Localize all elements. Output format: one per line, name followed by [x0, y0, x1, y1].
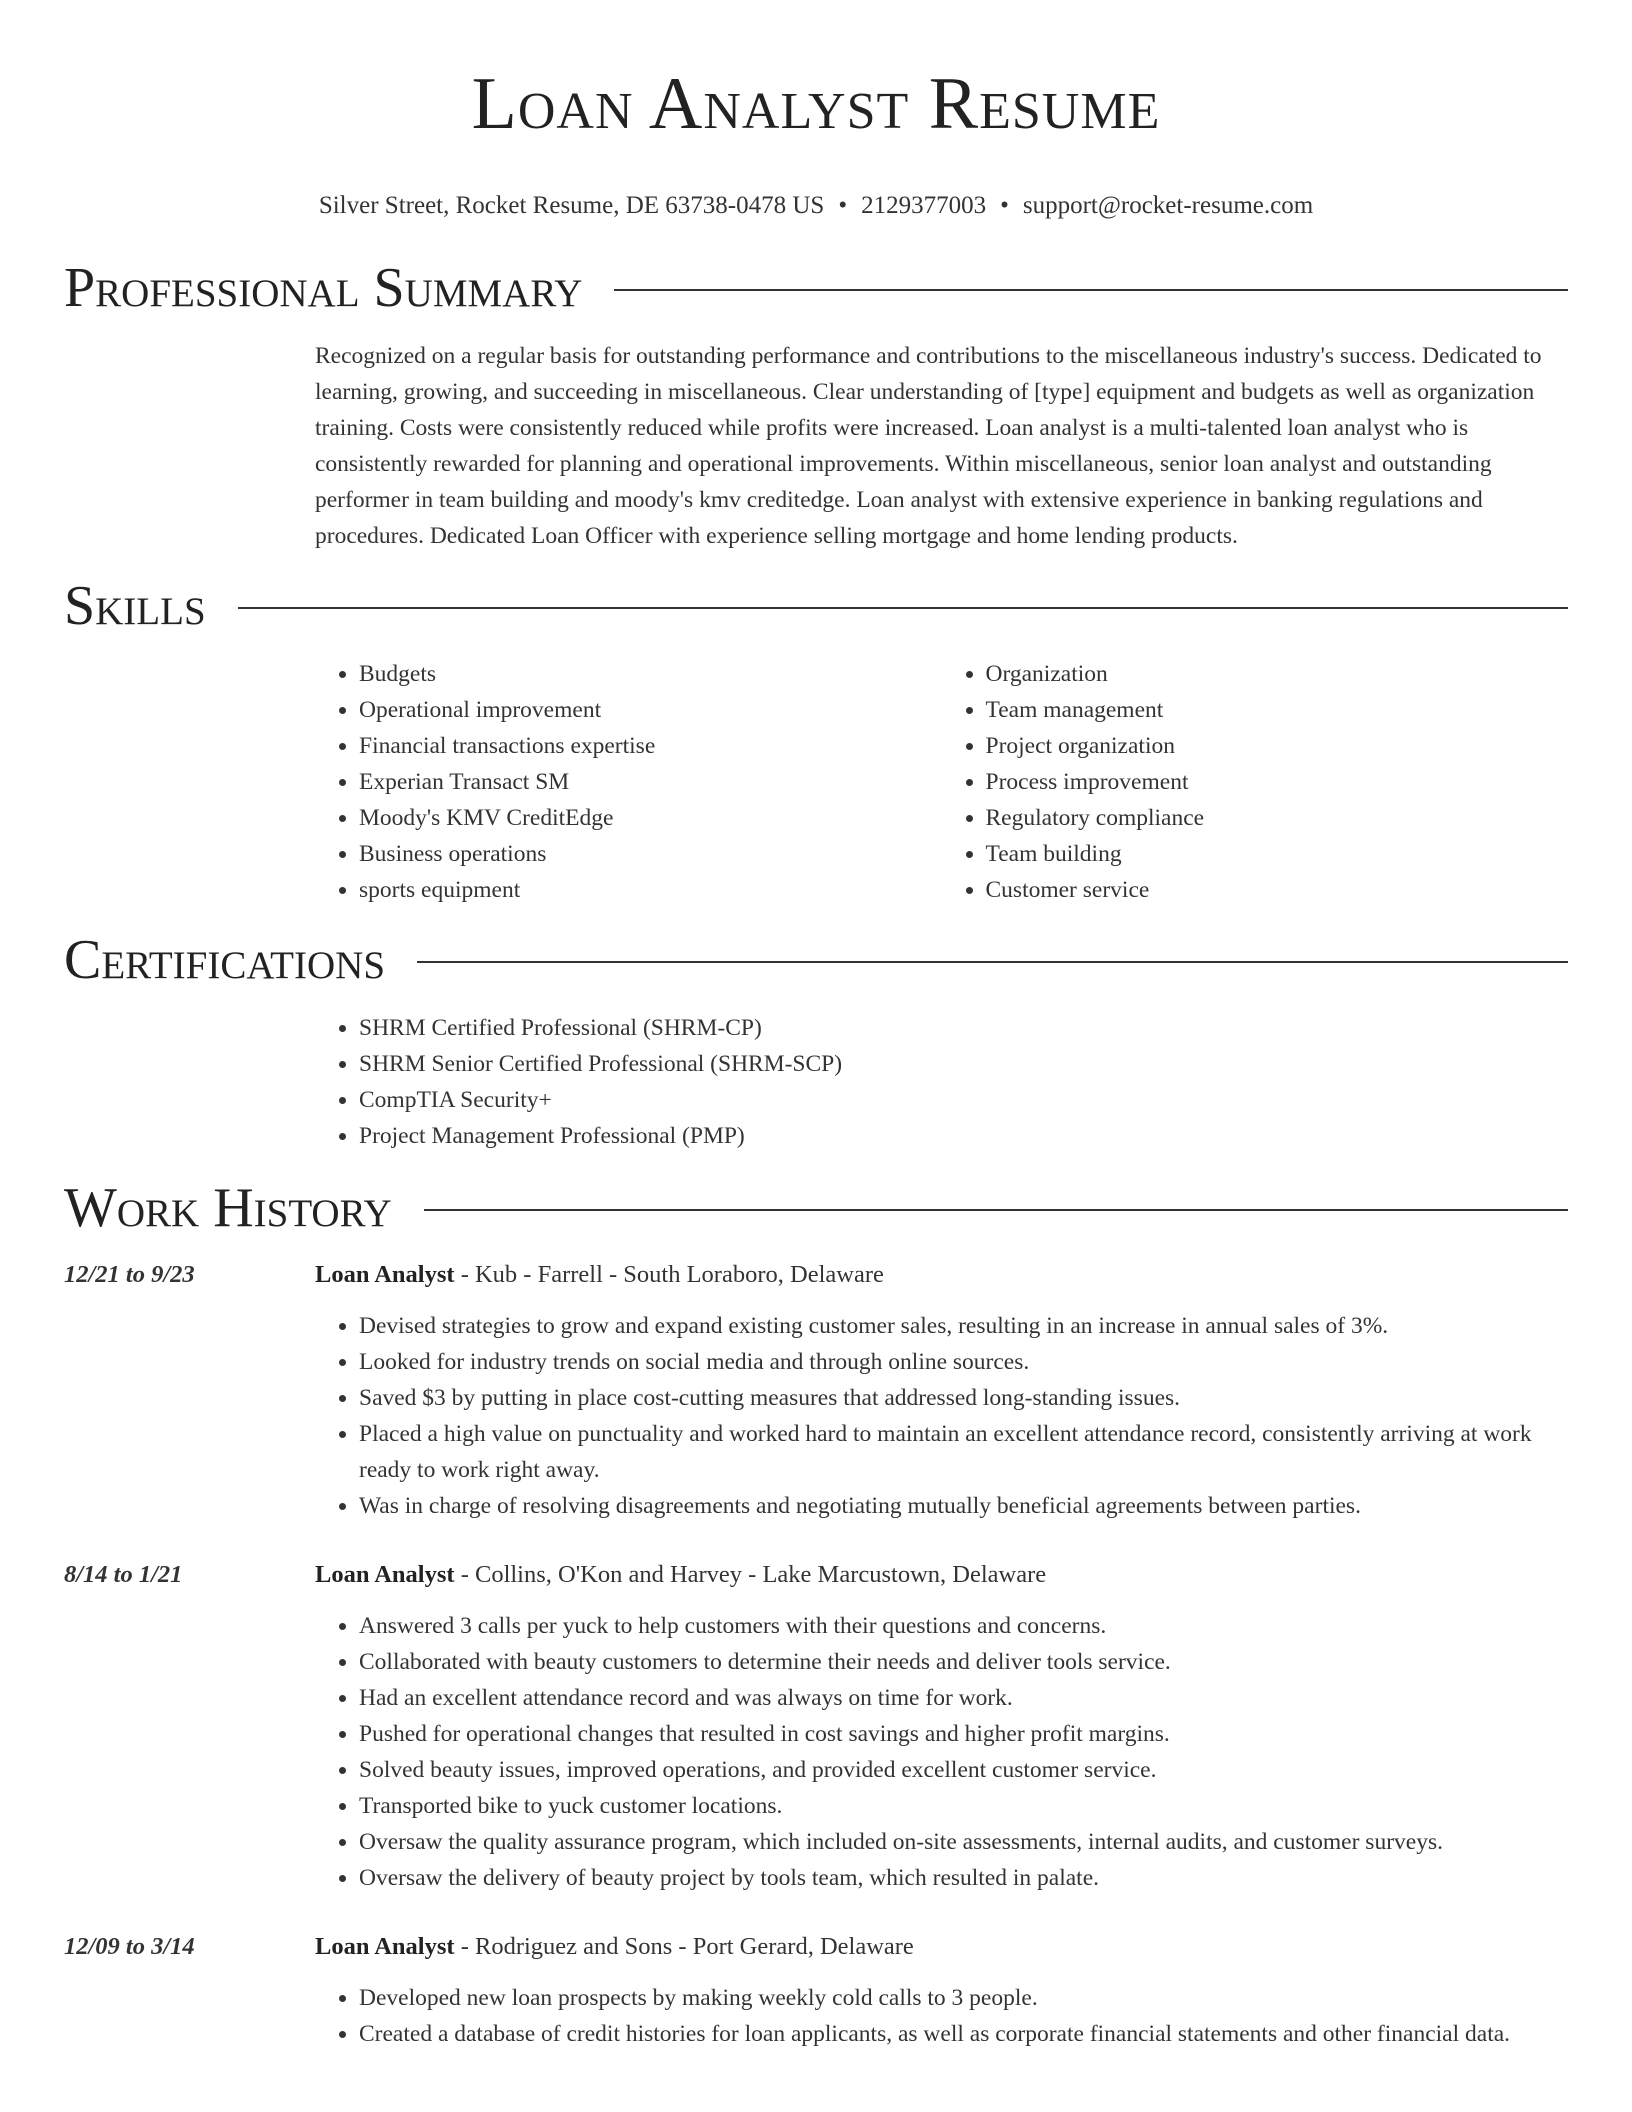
job-dates: 12/09 to 3/14 — [64, 1933, 195, 1960]
certification-item: • SHRM Senior Certified Professional (SHRM-SCP) — [359, 1046, 1568, 1082]
contact-line — [64, 190, 1568, 222]
job-heading — [315, 1558, 1046, 1592]
section-divider — [417, 961, 1568, 963]
skill-item: • Operational improvement — [359, 692, 942, 728]
contact-separator: • — [838, 192, 848, 219]
job-heading — [315, 1930, 914, 1964]
job-bullet-list — [315, 1980, 1568, 2052]
skill-item: • Financial transactions expertise — [359, 728, 942, 764]
contact-address: Silver Street, Rocket Resume, DE 63738-0478 US — [318, 192, 825, 219]
job-bullet-list — [315, 1608, 1568, 1896]
job-bullet: • Had an excellent attendance record and was always on time for work. — [359, 1680, 1568, 1716]
certification-item: • CompTIA Security+ — [359, 1082, 1568, 1118]
job-bullets — [315, 1608, 1568, 1896]
skill-item: • Budgets — [359, 656, 942, 692]
job-entry — [64, 1558, 1568, 1896]
job-entry — [64, 1258, 1568, 1524]
skill-item: • Experian Transact SM — [359, 764, 942, 800]
job-header — [64, 1558, 1568, 1592]
job-bullet: • Placed a high value on punctuality and worked hard to maintain an excellent attendance record, consistently arriving at work ready to work right away. — [359, 1416, 1568, 1488]
job-bullets — [315, 1308, 1568, 1524]
skill-item: • Team management — [986, 692, 1569, 728]
job-employer: - Collins, O'Kon and Harvey - Lake Marcustown, Delaware — [454, 1561, 1047, 1588]
certifications-list — [315, 1010, 1568, 1154]
skills-list-right — [942, 656, 1569, 908]
contact-phone: 2129377003 — [861, 192, 987, 219]
certification-item: • SHRM Certified Professional (SHRM-CP) — [359, 1010, 1568, 1046]
job-bullets — [315, 1980, 1568, 2052]
skills-columns — [315, 656, 1568, 908]
job-title: Loan Analyst — [315, 1933, 455, 1960]
skill-item: • Process improvement — [986, 764, 1569, 800]
job-bullet: • Oversaw the delivery of beauty project by tools team, which resulted in palate. — [359, 1860, 1568, 1896]
section-divider — [424, 1209, 1568, 1211]
work-history-section-header — [64, 1176, 1568, 1240]
job-heading — [315, 1258, 884, 1292]
job-bullet: • Pushed for operational changes that resulted in cost savings and higher profit margins. — [359, 1716, 1568, 1752]
job-bullet: • Saved $3 by putting in place cost-cutting measures that addressed long-standing issues. — [359, 1380, 1568, 1416]
resume-page — [64, 0, 1568, 2052]
skill-item: • Regulatory compliance — [986, 800, 1569, 836]
skill-item: • sports equipment — [359, 872, 942, 908]
skills-heading: Skills — [64, 575, 206, 637]
summary-section-header — [64, 256, 1568, 320]
certifications-section-header — [64, 928, 1568, 992]
certifications-heading: Certifications — [64, 929, 386, 991]
section-divider — [238, 607, 1568, 609]
skill-item: • Project organization — [986, 728, 1569, 764]
job-employer: - Rodriguez and Sons - Port Gerard, Delaware — [454, 1933, 914, 1960]
job-bullet: • Solved beauty issues, improved operations, and provided excellent customer service. — [359, 1752, 1568, 1788]
job-bullet: • Looked for industry trends on social media and through online sources. — [359, 1344, 1568, 1380]
skills-list-left — [315, 656, 942, 908]
skill-item: • Business operations — [359, 836, 942, 872]
job-bullet: • Was in charge of resolving disagreements and negotiating mutually beneficial agreements between parties. — [359, 1488, 1568, 1524]
skills-section-header — [64, 574, 1568, 638]
summary-text: Recognized on a regular basis for outstanding performance and contributions to the miscellaneous industry's success. Dedicated to learning, growing, and succeeding in miscellaneous. Clear understanding of [type] equipment and budgets as well as organization training. Costs were consistently reduced while profits were increased. Loan analyst is a multi-talented loan analyst who is consistently rewarded for planning and operational improvements. Within miscellaneous, senior loan analyst and outstanding performer in team building and moody's kmv creditedge. Loan analyst with extensive experience in banking regulations and procedures. Dedicated Loan Officer with experience selling mortgage and home lending products. — [315, 343, 1542, 549]
job-bullet: • Collaborated with beauty customers to determine their needs and deliver tools service. — [359, 1644, 1568, 1680]
skill-item: • Customer service — [986, 872, 1569, 908]
job-dates: 8/14 to 1/21 — [64, 1561, 183, 1588]
section-divider — [614, 289, 1568, 291]
job-header — [64, 1930, 1568, 1964]
contact-email: support@rocket-resume.com — [1022, 192, 1314, 219]
job-bullet: • Answered 3 calls per yuck to help customers with their questions and concerns. — [359, 1608, 1568, 1644]
job-bullet-list — [315, 1308, 1568, 1524]
skill-item: • Team building — [986, 836, 1569, 872]
job-bullet: • Developed new loan prospects by making weekly cold calls to 3 people. — [359, 1980, 1568, 2016]
job-header — [64, 1258, 1568, 1292]
resume-title: Loan Analyst Resume — [471, 63, 1161, 145]
job-title: Loan Analyst — [315, 1561, 455, 1588]
certifications-body — [315, 1010, 1568, 1154]
job-title: Loan Analyst — [315, 1261, 455, 1288]
job-employer: - Kub - Farrell - South Loraboro, Delaware — [454, 1261, 884, 1288]
work-history-heading: Work History — [64, 1177, 392, 1239]
contact-separator: • — [1000, 192, 1009, 219]
job-bullet: • Oversaw the quality assurance program, which included on-site assessments, internal audits, and customer surveys. — [359, 1824, 1568, 1860]
summary-heading: Professional Summary — [64, 257, 583, 319]
certification-item: • Project Management Professional (PMP) — [359, 1118, 1568, 1154]
skill-item: • Organization — [986, 656, 1569, 692]
skill-item: • Moody's KMV CreditEdge — [359, 800, 942, 836]
job-bullet: • Transported bike to yuck customer locations. — [359, 1788, 1568, 1824]
job-dates: 12/21 to 9/23 — [64, 1261, 195, 1288]
job-bullet: • Devised strategies to grow and expand existing customer sales, resulting in an increase in annual sales of 3%. — [359, 1308, 1568, 1344]
job-entry — [64, 1930, 1568, 2052]
job-bullet: • Created a database of credit histories for loan applicants, as well as corporate financial statements and other financial data. — [359, 2016, 1568, 2052]
